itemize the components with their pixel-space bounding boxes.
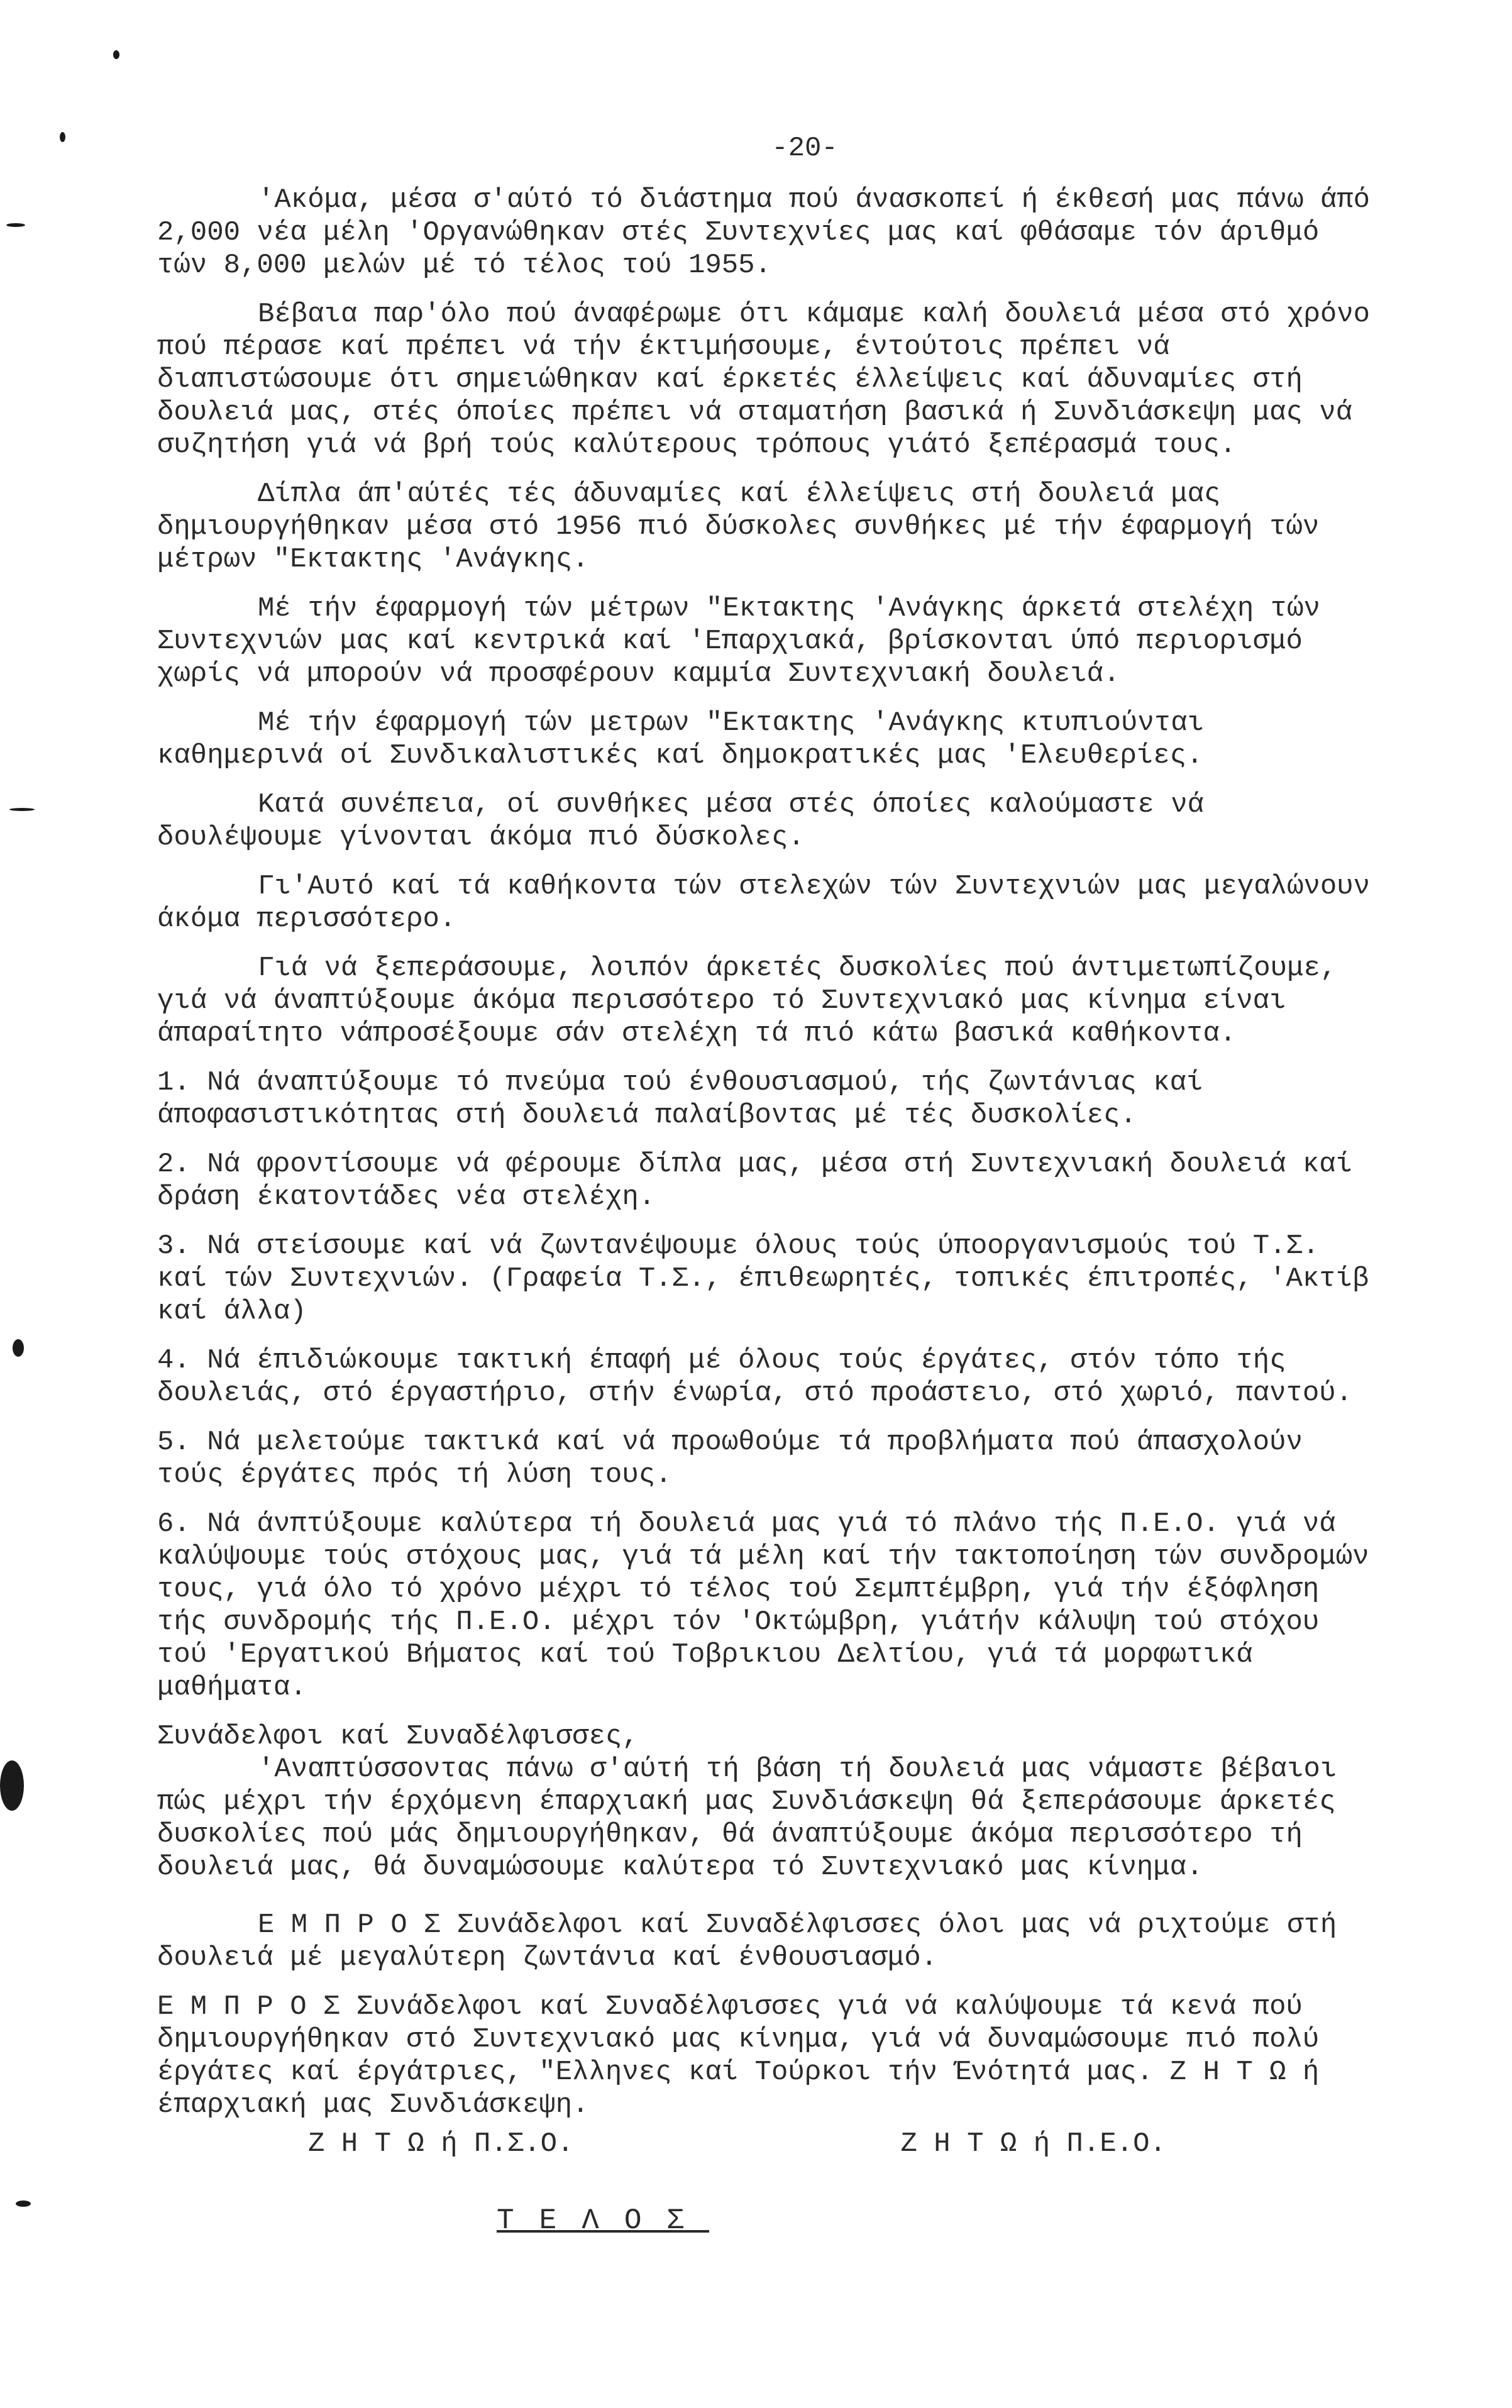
paragraph-5: Μέ τήν έφαρμογή τών μετρων "Εκτακτης 'Ανάγκης κτυπιούνται καθημερινά οί Συνδικαλιστικές καί δημοκρατικές μας 'Ελευθερίες. — [157, 707, 1205, 771]
list-item-number: 2. — [157, 1149, 190, 1180]
list-item — [157, 1148, 1377, 1213]
list-item-text: Νά άναπτύξουμε τό πνεύμα τού ένθουσιασμού, τής ζωντάνιας καί άποφασιστικότητας στή δουλειά παλαίβοντας μέ τές δυσκολίες. — [157, 1067, 1203, 1131]
list-item — [157, 1426, 1377, 1491]
paragraph-7: Γι'Αυτό καί τά καθήκοντα τών στελεχών τών Συντεχνιών μας μεγαλώνουν άκόμα περισσότερο. — [157, 871, 1371, 935]
paragraph-2: Βέβαια παρ'όλο πού άναφέρωμε ότι κάμαμε καλή δουλειά μέσα στό χρόνο πού πέρασε καί πρέπει νά τήν έκτιμήσουμε, έντούτοις πρέπει νά διαπιστώσουμε ότι σημειώθηκαν καί έρκετές έλλείψεις καί άδυναμίες στή δουλειά μας, στές όποίες πρέπει νά σταματήση βασικά ή Συνδιάσκεψη μας νά συζητήση γιά νά βρή τούς καλύτερους τρόπους γιάτό ξεπέρασμά τους. — [157, 299, 1371, 461]
paragraph-3: Δίπλα άπ'αύτές τές άδυναμίες καί έλλείψεις στή δουλειά μας δημιουργήθηκαν μέσα στό 1956 πιό δύσκολες συνθήκες μέ τήν έφαρμογή τών μέτρων "Εκτακτης 'Ανάγκης. — [157, 478, 1320, 575]
list-item — [157, 1066, 1377, 1132]
numbered-list — [157, 1066, 1377, 1704]
list-item-number: 3. — [157, 1230, 190, 1262]
end-mark: ΤΕΛΟΣ — [497, 2204, 710, 2237]
list-item — [157, 1508, 1377, 1704]
paragraph-1: 'Ακόμα, μέσα σ'αύτό τό διάστημα πού άνασκοπεί ή έκθεσή μας πάνω άπό 2,000 νέα μέλη 'Οργανώθηκαν στές Συντεχνίες μας καί φθάσαμε τόν άριθμό τών 8,000 μελών μέ τό τέλος τού 1955. — [157, 184, 1371, 281]
list-item-text: Νά μελετούμε τακτικά καί νά προωθούμε τά προβλήματα πού άπασχολούν τούς έργάτες πρός τή λύση τους. — [157, 1427, 1303, 1491]
signoff-right: Ζ Η Τ Ω ή Π.Ε.Ο. — [900, 2128, 1166, 2160]
paragraph-6: Κατά συνέπεια, οί συνθήκες μέσα στές όποίες καλούμαστε νά δουλέψουμε γίνονται άκόμα πιό δύσκολες. — [157, 789, 1205, 853]
scan-speck — [0, 1760, 24, 1811]
salutation: Συνάδελφοι καί Συναδέλφισσες, — [157, 1721, 639, 1752]
list-item — [157, 1344, 1377, 1410]
list-item-text: Νά έπιδιώκουμε τακτική έπαφή μέ όλους τούς έργάτες, στόν τόπο τής δουλειάς, στό έργαστήριο, στήν ένωρία, στό προάστειο, στό χωριό, παντού. — [157, 1345, 1353, 1409]
final-paragraph-1: Ε Μ Π Ρ Ο Σ Συνάδελφοι καί Συναδέλφισσες όλοι μας νά ριχτούμε στή δουλειά μέ μεγαλύτερη ζωντάνια καί ένθουσιασμό. — [157, 1909, 1337, 1974]
list-item-number: 5. — [157, 1427, 190, 1458]
signoff-left: Ζ Η Τ Ω ή Π.Σ.Ο. — [308, 2128, 574, 2160]
list-item-number: 1. — [157, 1067, 190, 1098]
paragraph-4: Μέ τήν έφαρμογή τών μέτρων "Εκτακτης 'Ανάγκης άρκετά στελέχη τών Συντεχνιών μας καί κεντρικά καί 'Επαρχιακά, βρίσκονται ύπό περιορισμό χωρίς νά μπορούν νά προσφέρουν καμμία Συντεχνιακή δουλειά. — [157, 593, 1320, 690]
scan-speck — [16, 2201, 31, 2207]
scan-speck — [13, 1339, 24, 1357]
scan-speck — [6, 223, 25, 227]
scan-speck — [9, 808, 35, 811]
list-item-text: Νά στείσουμε καί νά ζωντανέψουμε όλους τούς ύποοργανισμούς τού Τ.Σ. καί τών Συντεχνιών. (Γραφεία Τ.Σ., έπιθεωρητές, τοπικές έπιτροπές, 'Ακτίβ καί άλλα) — [157, 1230, 1369, 1327]
list-item-number: 4. — [157, 1345, 190, 1376]
list-item-text: Νά φροντίσουμε νά φέρουμε δίπλα μας, μέσα στή Συντεχνιακή δουλειά καί δράση έκατοντάδες νέα στελέχη. — [157, 1149, 1353, 1213]
page-number: -20- — [771, 133, 838, 164]
list-item-number: 6. — [157, 1508, 190, 1540]
signoff-row — [157, 2128, 1377, 2160]
scan-speck — [60, 132, 65, 142]
final-paragraph-2: Ε Μ Π Ρ Ο Σ Συνάδελφοι καί Συναδέλφισσες γιά νά καλύψουμε τά κενά πού δημιουργήθηκαν στό Συντεχνιακό μας κίνημα, γιά νά δυναμώσουμε πιό πολύ έργάτες καί έργάτριες, "Ελληνες καί Τούρκοι τήν Ένότητά μας. Ζ Η Τ Ω ή έπαρχιακή μας Συνδιάσκεψη. — [157, 1991, 1320, 2121]
scan-speck — [113, 50, 119, 59]
document-page — [157, 132, 1377, 2237]
list-item-text: Νά άνπτύξουμε καλύτερα τή δουλειά μας γιά τό πλάνο τής Π.Ε.Ο. γιά νά καλύψουμε τούς στόχους μας, γιά τά μέλη καί τήν τακτοποίηση τών συνδρομών τους, γιά όλο τό χρόνο μέχρι τό τέλος τού Σεμπτέμβρη, γιά τήν έξόφληση τής συνδρομής τής Π.Ε.Ο. μέχρι τόν 'Οκτώμβρη, γιάτήν κάλυψη τού στόχου τού 'Εργατικού Βήματος καί τού Τοβρικιου Δελτίου, γιά τά μορφωτικά μαθήματα. — [157, 1508, 1369, 1703]
paragraph-8: Γιά νά ξεπεράσουμε, λοιπόν άρκετές δυσκολίες πού άντιμετωπίζουμε, γιά νά άναπτύξουμε άκόμα περισσότερο τό Συντεχνιακό μας κίνημα είναι άπαραίτητο νάπροσέξουμε σάν στελέχη τά πιό κάτω βασικά καθήκοντα. — [157, 953, 1337, 1049]
closing-paragraph: 'Αναπτύσσοντας πάνω σ'αύτή τή βάση τή δουλειά μας νάμαστε βέβαιοι πώς μέχρι τήν έρχόμενη έπαρχιακή μας Συνδιάσκεψη θά ξεπεράσουμε άρκετές δυσκολίες πού μάς δημιουργήθηκαν, θά άναπτύξουμε άκόμα περισσότερο τή δουλειά μας, θά δυναμώσουμε καλύτερα τό Συντεχνιακό μας κίνημα. — [157, 1754, 1337, 1883]
list-item — [157, 1230, 1377, 1328]
